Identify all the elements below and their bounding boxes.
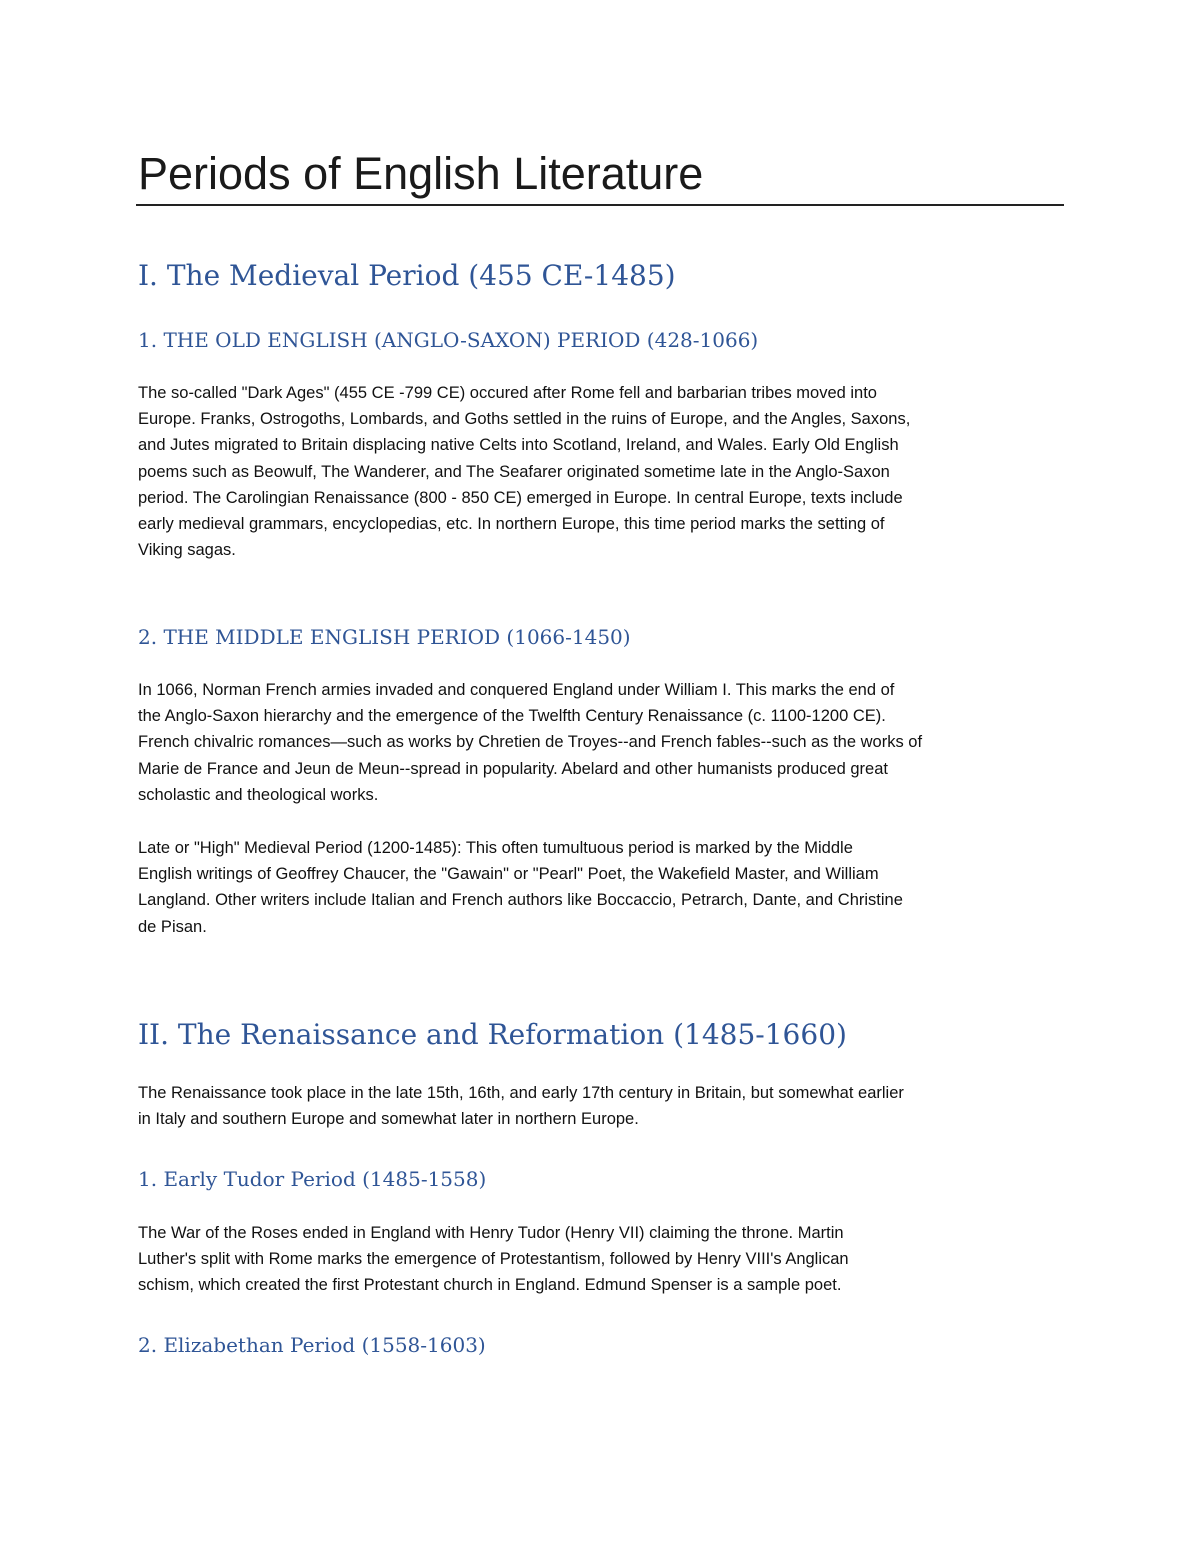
- paragraph-early-tudor: [138, 1220, 1064, 1299]
- paragraph-old-english: [138, 380, 1064, 563]
- text-line: de Pisan.: [138, 917, 207, 936]
- paragraph-middle-english: [138, 677, 1064, 808]
- section-heading-renaissance: II. The Renaissance and Reformation (1485-1660): [138, 1018, 847, 1051]
- paragraph-high-medieval: [138, 835, 1064, 940]
- text-line: Europe. Franks, Ostrogoths, Lombards, and Goths settled in the ruins of Europe, and the Angles, Saxons,: [138, 410, 911, 429]
- document-title: Periods of English Literature: [138, 148, 704, 199]
- text-line: the Anglo-Saxon hierarchy and the emergence of the Twelfth Century Renaissance (c. 1100-1200 CE).: [138, 707, 886, 726]
- paragraph-renaissance-intro: [138, 1080, 1064, 1132]
- text-line: French chivalric romances—such as works by Chretien de Troyes--and French fables--such as the works of: [138, 733, 923, 752]
- text-line: In 1066, Norman French armies invaded and conquered England under William I. This marks the end of: [138, 681, 895, 699]
- text-line: The Renaissance took place in the late 15th, 16th, and early 17th century in Britain, but somewhat earlier: [138, 1084, 904, 1102]
- text-line: and Jutes migrated to Britain displacing native Celts into Scotland, Ireland, and Wales. Early Old English: [138, 436, 899, 455]
- text-line: Late or "High" Medieval Period (1200-1485): This often tumultuous period is marked by the Middle: [138, 839, 853, 857]
- subsection-heading-early-tudor: 1. Early Tudor Period (1485-1558): [138, 1167, 487, 1191]
- text-line: early medieval grammars, encyclopedias, etc. In northern Europe, this time period marks the setting of: [138, 515, 885, 534]
- section-heading-medieval: I. The Medieval Period (455 CE-1485): [138, 259, 676, 292]
- text-line: schism, which created the first Protestant church in England. Edmund Spenser is a sample poet.: [138, 1276, 842, 1295]
- text-line: The so-called "Dark Ages" (455 CE -799 CE) occured after Rome fell and barbarian tribes moved into: [138, 384, 877, 402]
- text-line: Marie de France and Jeun de Meun--spread in popularity. Abelard and other humanists produced great: [138, 759, 888, 778]
- text-line: Viking sagas.: [138, 541, 236, 560]
- title-underline: [136, 204, 1064, 206]
- subsection-heading-middle-english: 2. THE MIDDLE ENGLISH PERIOD (1066-1450): [138, 625, 631, 649]
- subsection-heading-elizabethan: 2. Elizabethan Period (1558-1603): [138, 1333, 486, 1357]
- text-line: The War of the Roses ended in England with Henry Tudor (Henry VII) claiming the throne. Martin: [138, 1224, 844, 1242]
- text-line: English writings of Geoffrey Chaucer, the "Gawain" or "Pearl" Poet, the Wakefield Master, and William: [138, 865, 879, 884]
- text-line: Luther's split with Rome marks the emergence of Protestantism, followed by Henry VIII's Anglican: [138, 1250, 849, 1269]
- text-line: in Italy and southern Europe and somewhat later in northern Europe.: [138, 1110, 639, 1129]
- text-line: scholastic and theological works.: [138, 785, 379, 804]
- text-line: Langland. Other writers include Italian and French authors like Boccaccio, Petrarch, Dante, and Christine: [138, 891, 903, 910]
- subsection-heading-old-english: 1. THE OLD ENGLISH (ANGLO-SAXON) PERIOD (428-1066): [138, 328, 759, 352]
- text-line: period. The Carolingian Renaissance (800 - 850 CE) emerged in Europe. In central Europe, texts include: [138, 488, 903, 507]
- text-line: poems such as Beowulf, The Wanderer, and The Seafarer originated sometime late in the Anglo-Saxon: [138, 462, 890, 481]
